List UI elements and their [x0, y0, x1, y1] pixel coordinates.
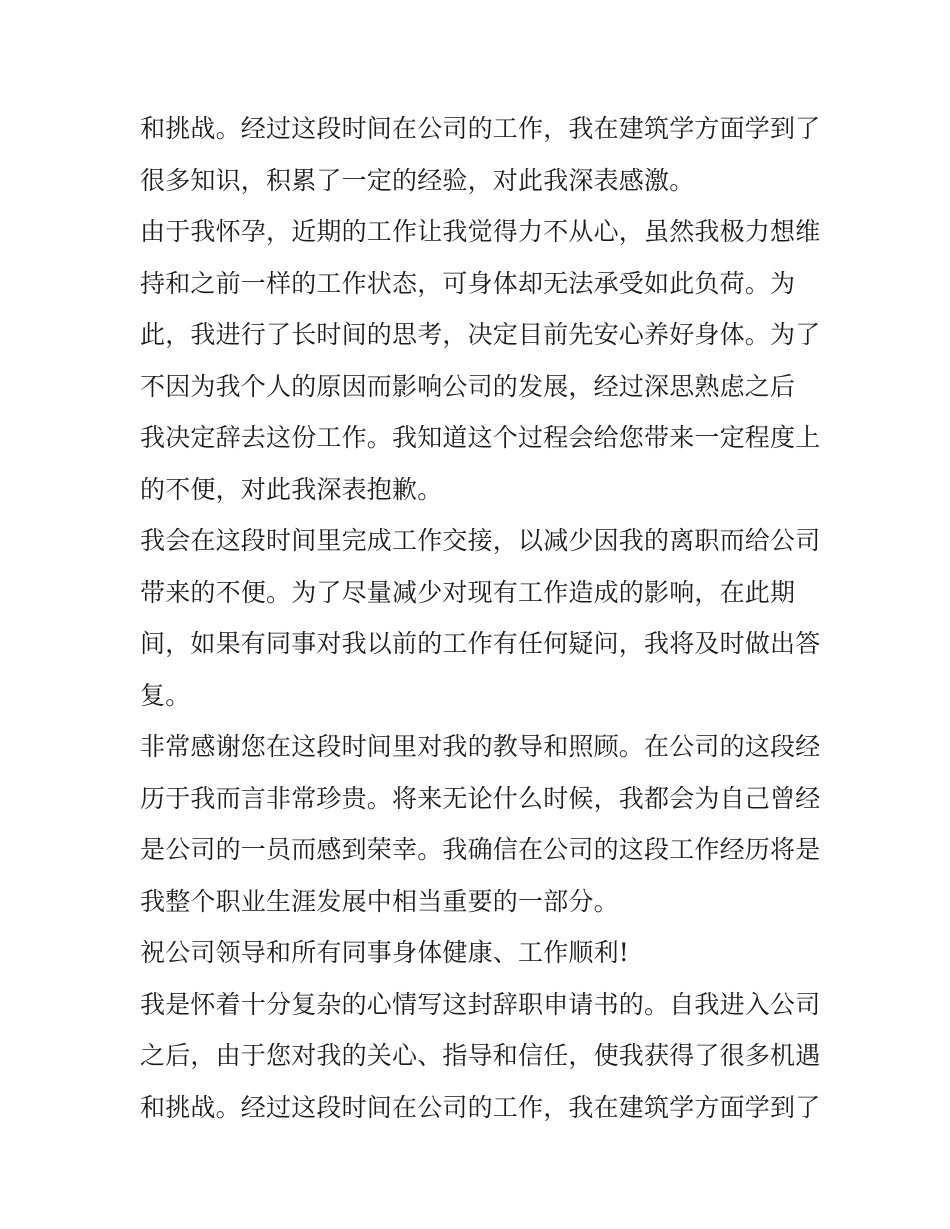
- text-line: 很多知识，积累了一定的经验，对此我深表感激。: [140, 165, 695, 195]
- body-text: [140, 103, 820, 1133]
- text-line: 我整个职业生涯发展中相当重要的一部分。: [140, 886, 619, 916]
- text-line: 此，我进行了长时间的思考，决定目前先安心养好身体。为了: [140, 320, 820, 349]
- text-line: 我是怀着十分复杂的心情写这封辞职申请书的。自我进入公司: [140, 989, 820, 1019]
- text-line: 带来的不便。为了尽量减少对现有工作造成的影响，在此期: [140, 577, 796, 607]
- text-line: 间，如果有同事对我以前的工作有任何疑问，我将及时做出答: [140, 629, 820, 658]
- text-line: 的不便，对此我深表抱歉。: [140, 474, 443, 504]
- text-line: 非常感谢您在这段时间里对我的教导和照顾。在公司的这段经: [140, 732, 820, 761]
- text-line: 和挑战。经过这段时间在公司的工作，我在建筑学方面学到了: [140, 1092, 820, 1122]
- text-line: 祝公司领导和所有同事身体健康、工作顺利!: [140, 938, 630, 967]
- text-line: 是公司的一员而感到荣幸。我确信在公司的这段工作经历将是: [140, 835, 820, 864]
- text-line: 我决定辞去这份工作。我知道这个过程会给您带来一定程度上: [140, 423, 820, 452]
- text-line: 我会在这段时间里完成工作交接，以减少因我的离职而给公司: [140, 526, 820, 555]
- text-line: 由于我怀孕，近期的工作让我觉得力不从心，虽然我极力想维: [140, 217, 820, 246]
- text-line: 和挑战。经过这段时间在公司的工作，我在建筑学方面学到了: [140, 114, 820, 143]
- text-line: 历于我而言非常珍贵。将来无论什么时候，我都会为自己曾经: [140, 783, 820, 813]
- text-line: 之后，由于您对我的关心、指导和信任，使我获得了很多机遇: [140, 1041, 820, 1070]
- text-line: 复。: [140, 680, 191, 710]
- text-line: 不因为我个人的原因而影响公司的发展，经过深思熟虑之后: [140, 371, 796, 401]
- text-line: 持和之前一样的工作状态，可身体却无法承受如此负荷。为: [140, 268, 796, 298]
